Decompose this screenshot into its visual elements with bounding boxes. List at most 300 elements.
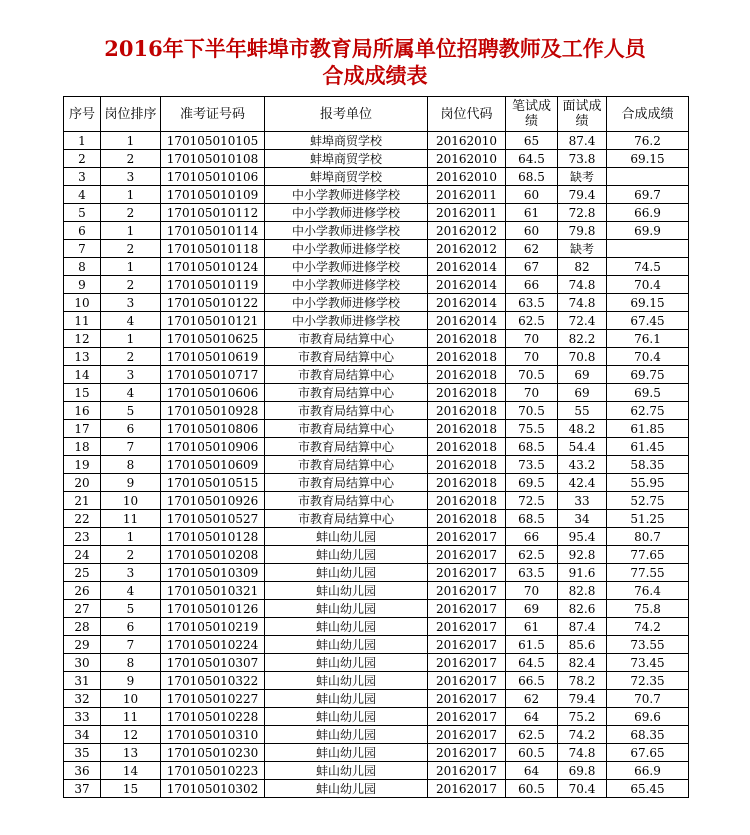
cell-ticket-number: 170105010310 [161,726,265,744]
cell-written-score: 66 [506,528,558,546]
cell-position-code: 20162018 [428,510,506,528]
cell-index: 3 [64,168,101,186]
cell-combined-score: 75.8 [607,600,689,618]
cell-position-code: 20162010 [428,132,506,150]
cell-written-score: 62.5 [506,726,558,744]
table-row [64,438,689,456]
cell-index: 5 [64,204,101,222]
cell-index: 34 [64,726,101,744]
cell-written-score: 63.5 [506,564,558,582]
table-row [64,618,689,636]
table-row [64,186,689,204]
cell-unit: 蚌埠商贸学校 [265,168,428,186]
cell-interview-score: 85.6 [558,636,607,654]
cell-combined-score: 51.25 [607,510,689,528]
cell-ticket-number: 170105010223 [161,762,265,780]
cell-ticket-number: 170105010119 [161,276,265,294]
cell-position-code: 20162017 [428,690,506,708]
cell-combined-score: 69.5 [607,384,689,402]
table-row [64,258,689,276]
cell-combined-score: 77.55 [607,564,689,582]
cell-interview-score: 87.4 [558,618,607,636]
cell-combined-score: 69.7 [607,186,689,204]
table-row [64,672,689,690]
cell-position-rank: 3 [101,168,161,186]
cell-position-rank: 6 [101,420,161,438]
cell-position-code: 20162014 [428,294,506,312]
cell-position-code: 20162014 [428,312,506,330]
cell-written-score: 69 [506,600,558,618]
table-header-row [64,97,689,132]
cell-written-score: 60 [506,222,558,240]
cell-position-code: 20162011 [428,186,506,204]
cell-interview-score: 82.2 [558,330,607,348]
cell-interview-score: 79.8 [558,222,607,240]
col-header-interview-score: 面试成绩 [558,97,607,132]
cell-position-code: 20162011 [428,204,506,222]
table-row [64,600,689,618]
cell-index: 11 [64,312,101,330]
cell-position-rank: 7 [101,636,161,654]
cell-position-code: 20162014 [428,258,506,276]
cell-ticket-number: 170105010122 [161,294,265,312]
col-header-ticket-number: 准考证号码 [161,97,265,132]
cell-index: 8 [64,258,101,276]
cell-written-score: 60.5 [506,780,558,798]
scores-table [63,96,689,798]
col-header-unit: 报考单位 [265,97,428,132]
cell-ticket-number: 170105010606 [161,384,265,402]
cell-index: 29 [64,636,101,654]
cell-written-score: 75.5 [506,420,558,438]
cell-position-rank: 1 [101,528,161,546]
cell-index: 23 [64,528,101,546]
cell-position-code: 20162017 [428,636,506,654]
cell-position-rank: 2 [101,150,161,168]
cell-position-rank: 2 [101,546,161,564]
cell-unit: 蚌山幼儿园 [265,744,428,762]
cell-position-code: 20162018 [428,438,506,456]
cell-position-code: 20162018 [428,456,506,474]
cell-ticket-number: 170105010928 [161,402,265,420]
cell-position-code: 20162018 [428,366,506,384]
cell-combined-score: 68.35 [607,726,689,744]
cell-position-rank: 8 [101,456,161,474]
cell-unit: 市教育局结算中心 [265,366,428,384]
cell-ticket-number: 170105010106 [161,168,265,186]
table-row [64,726,689,744]
cell-ticket-number: 170105010118 [161,240,265,258]
table-row [64,348,689,366]
cell-written-score: 69.5 [506,474,558,492]
cell-combined-score: 74.5 [607,258,689,276]
cell-interview-score: 33 [558,492,607,510]
table-row [64,744,689,762]
cell-unit: 中小学教师进修学校 [265,204,428,222]
cell-ticket-number: 170105010224 [161,636,265,654]
cell-position-rank: 2 [101,204,161,222]
cell-index: 18 [64,438,101,456]
table-row [64,708,689,726]
cell-ticket-number: 170105010609 [161,456,265,474]
cell-index: 24 [64,546,101,564]
cell-written-score: 64.5 [506,654,558,672]
cell-position-code: 20162018 [428,402,506,420]
table-row [64,636,689,654]
cell-position-rank: 15 [101,780,161,798]
cell-position-rank: 1 [101,258,161,276]
cell-position-rank: 1 [101,186,161,204]
cell-unit: 蚌山幼儿园 [265,582,428,600]
cell-ticket-number: 170105010208 [161,546,265,564]
cell-ticket-number: 170105010114 [161,222,265,240]
cell-unit: 市教育局结算中心 [265,384,428,402]
cell-interview-score: 70.4 [558,780,607,798]
cell-combined-score: 69.15 [607,150,689,168]
table-row [64,582,689,600]
cell-index: 35 [64,744,101,762]
cell-index: 15 [64,384,101,402]
cell-index: 6 [64,222,101,240]
cell-ticket-number: 170105010806 [161,420,265,438]
cell-unit: 市教育局结算中心 [265,420,428,438]
cell-written-score: 68.5 [506,510,558,528]
cell-interview-score: 72.4 [558,312,607,330]
cell-position-code: 20162010 [428,168,506,186]
cell-interview-score: 73.8 [558,150,607,168]
cell-written-score: 60.5 [506,744,558,762]
cell-ticket-number: 170105010124 [161,258,265,276]
cell-position-rank: 2 [101,240,161,258]
table-row [64,456,689,474]
cell-unit: 中小学教师进修学校 [265,186,428,204]
cell-interview-score: 69 [558,384,607,402]
cell-written-score: 70.5 [506,402,558,420]
cell-index: 30 [64,654,101,672]
cell-unit: 市教育局结算中心 [265,492,428,510]
cell-position-code: 20162017 [428,762,506,780]
cell-unit: 市教育局结算中心 [265,474,428,492]
cell-index: 37 [64,780,101,798]
cell-ticket-number: 170105010527 [161,510,265,528]
cell-index: 31 [64,672,101,690]
cell-ticket-number: 170105010926 [161,492,265,510]
cell-unit: 蚌山幼儿园 [265,528,428,546]
cell-interview-score: 缺考 [558,240,607,258]
cell-written-score: 70 [506,348,558,366]
cell-position-code: 20162017 [428,546,506,564]
cell-interview-score: 79.4 [558,690,607,708]
cell-interview-score: 74.8 [558,744,607,762]
table-row [64,564,689,582]
cell-interview-score: 75.2 [558,708,607,726]
cell-position-code: 20162018 [428,420,506,438]
cell-index: 33 [64,708,101,726]
cell-index: 25 [64,564,101,582]
cell-ticket-number: 170105010126 [161,600,265,618]
cell-interview-score: 78.2 [558,672,607,690]
cell-combined-score: 77.65 [607,546,689,564]
cell-written-score: 68.5 [506,168,558,186]
col-header-combined-score: 合成成绩 [607,97,689,132]
cell-interview-score: 69.8 [558,762,607,780]
cell-interview-score: 70.8 [558,348,607,366]
cell-combined-score: 66.9 [607,204,689,222]
cell-ticket-number: 170105010219 [161,618,265,636]
cell-position-rank: 14 [101,762,161,780]
cell-position-rank: 1 [101,330,161,348]
cell-position-rank: 10 [101,492,161,510]
cell-unit: 中小学教师进修学校 [265,222,428,240]
cell-interview-score: 95.4 [558,528,607,546]
cell-position-rank: 5 [101,402,161,420]
cell-unit: 中小学教师进修学校 [265,240,428,258]
cell-index: 9 [64,276,101,294]
cell-written-score: 72.5 [506,492,558,510]
cell-position-rank: 4 [101,384,161,402]
cell-position-rank: 2 [101,348,161,366]
table-row [64,420,689,438]
cell-interview-score: 54.4 [558,438,607,456]
table-row [64,330,689,348]
table-row [64,402,689,420]
cell-position-code: 20162018 [428,330,506,348]
cell-position-code: 20162017 [428,744,506,762]
cell-ticket-number: 170105010321 [161,582,265,600]
cell-combined-score: 67.65 [607,744,689,762]
cell-position-code: 20162017 [428,564,506,582]
cell-position-code: 20162017 [428,600,506,618]
cell-combined-score: 70.4 [607,348,689,366]
table-row [64,492,689,510]
cell-combined-score: 66.9 [607,762,689,780]
cell-position-rank: 2 [101,276,161,294]
cell-index: 20 [64,474,101,492]
cell-ticket-number: 170105010227 [161,690,265,708]
cell-combined-score [607,168,689,186]
cell-combined-score: 69.6 [607,708,689,726]
cell-written-score: 64 [506,762,558,780]
cell-unit: 市教育局结算中心 [265,402,428,420]
cell-written-score: 73.5 [506,456,558,474]
cell-ticket-number: 170105010619 [161,348,265,366]
cell-written-score: 62 [506,690,558,708]
cell-position-rank: 5 [101,600,161,618]
cell-position-code: 20162018 [428,348,506,366]
cell-ticket-number: 170105010625 [161,330,265,348]
table-row [64,132,689,150]
cell-position-rank: 6 [101,618,161,636]
cell-written-score: 61.5 [506,636,558,654]
cell-index: 28 [64,618,101,636]
cell-index: 4 [64,186,101,204]
cell-unit: 蚌山幼儿园 [265,672,428,690]
table-row [64,384,689,402]
cell-position-rank: 3 [101,294,161,312]
cell-combined-score: 70.4 [607,276,689,294]
cell-position-code: 20162017 [428,528,506,546]
cell-unit: 市教育局结算中心 [265,330,428,348]
cell-combined-score: 69.15 [607,294,689,312]
cell-position-rank: 9 [101,474,161,492]
cell-interview-score: 82.6 [558,600,607,618]
table-row [64,312,689,330]
cell-interview-score: 缺考 [558,168,607,186]
cell-position-code: 20162010 [428,150,506,168]
cell-ticket-number: 170105010515 [161,474,265,492]
cell-unit: 市教育局结算中心 [265,438,428,456]
cell-unit: 蚌山幼儿园 [265,690,428,708]
cell-written-score: 61 [506,618,558,636]
cell-position-rank: 11 [101,510,161,528]
cell-position-rank: 3 [101,366,161,384]
cell-ticket-number: 170105010302 [161,780,265,798]
col-header-index: 序号 [64,97,101,132]
cell-position-rank: 13 [101,744,161,762]
cell-index: 7 [64,240,101,258]
cell-ticket-number: 170105010109 [161,186,265,204]
table-row [64,240,689,258]
cell-unit: 中小学教师进修学校 [265,312,428,330]
cell-interview-score: 72.8 [558,204,607,222]
cell-position-code: 20162017 [428,654,506,672]
cell-written-score: 61 [506,204,558,222]
cell-unit: 市教育局结算中心 [265,510,428,528]
cell-position-code: 20162018 [428,384,506,402]
cell-unit: 中小学教师进修学校 [265,294,428,312]
cell-combined-score: 67.45 [607,312,689,330]
cell-ticket-number: 170105010108 [161,150,265,168]
page-title: 2016年下半年蚌埠市教育局所属单位招聘教师及工作人员 [104,36,646,61]
cell-index: 13 [64,348,101,366]
table-row [64,654,689,672]
cell-combined-score: 73.45 [607,654,689,672]
cell-position-code: 20162018 [428,492,506,510]
cell-index: 27 [64,600,101,618]
cell-index: 26 [64,582,101,600]
cell-written-score: 64 [506,708,558,726]
cell-written-score: 62 [506,240,558,258]
page-subtitle: 合成成绩表 [322,63,428,88]
cell-position-code: 20162017 [428,618,506,636]
cell-combined-score [607,240,689,258]
table-row [64,546,689,564]
cell-combined-score: 74.2 [607,618,689,636]
table-row [64,510,689,528]
cell-interview-score: 55 [558,402,607,420]
cell-combined-score: 62.75 [607,402,689,420]
cell-ticket-number: 170105010121 [161,312,265,330]
cell-ticket-number: 170105010112 [161,204,265,222]
table-row [64,168,689,186]
cell-index: 19 [64,456,101,474]
cell-ticket-number: 170105010717 [161,366,265,384]
cell-position-code: 20162012 [428,240,506,258]
cell-combined-score: 73.55 [607,636,689,654]
cell-index: 36 [64,762,101,780]
cell-position-code: 20162017 [428,708,506,726]
cell-written-score: 68.5 [506,438,558,456]
cell-index: 10 [64,294,101,312]
cell-combined-score: 55.95 [607,474,689,492]
cell-written-score: 63.5 [506,294,558,312]
table-row [64,294,689,312]
cell-unit: 蚌埠商贸学校 [265,132,428,150]
cell-ticket-number: 170105010228 [161,708,265,726]
cell-interview-score: 82.4 [558,654,607,672]
cell-ticket-number: 170105010906 [161,438,265,456]
cell-combined-score: 70.7 [607,690,689,708]
table-row [64,222,689,240]
cell-position-code: 20162014 [428,276,506,294]
cell-interview-score: 42.4 [558,474,607,492]
cell-position-rank: 1 [101,222,161,240]
table-row [64,204,689,222]
cell-combined-score: 76.1 [607,330,689,348]
cell-position-code: 20162017 [428,780,506,798]
cell-position-rank: 7 [101,438,161,456]
cell-combined-score: 61.45 [607,438,689,456]
cell-position-rank: 4 [101,582,161,600]
cell-index: 17 [64,420,101,438]
cell-ticket-number: 170105010128 [161,528,265,546]
cell-position-rank: 11 [101,708,161,726]
table-row [64,780,689,798]
cell-position-rank: 10 [101,690,161,708]
cell-interview-score: 74.8 [558,294,607,312]
cell-written-score: 62.5 [506,312,558,330]
cell-unit: 市教育局结算中心 [265,348,428,366]
table-row [64,690,689,708]
cell-index: 16 [64,402,101,420]
cell-interview-score: 69 [558,366,607,384]
cell-unit: 蚌山幼儿园 [265,618,428,636]
cell-index: 1 [64,132,101,150]
cell-unit: 中小学教师进修学校 [265,276,428,294]
cell-unit: 蚌山幼儿园 [265,726,428,744]
cell-interview-score: 34 [558,510,607,528]
cell-interview-score: 43.2 [558,456,607,474]
cell-unit: 蚌山幼儿园 [265,600,428,618]
cell-ticket-number: 170105010309 [161,564,265,582]
cell-ticket-number: 170105010307 [161,654,265,672]
cell-combined-score: 61.85 [607,420,689,438]
table-row [64,150,689,168]
cell-written-score: 66.5 [506,672,558,690]
cell-combined-score: 76.4 [607,582,689,600]
cell-position-code: 20162017 [428,672,506,690]
cell-position-rank: 12 [101,726,161,744]
cell-index: 21 [64,492,101,510]
cell-interview-score: 91.6 [558,564,607,582]
cell-interview-score: 82.8 [558,582,607,600]
cell-written-score: 62.5 [506,546,558,564]
cell-interview-score: 74.2 [558,726,607,744]
cell-unit: 市教育局结算中心 [265,456,428,474]
cell-position-code: 20162012 [428,222,506,240]
cell-combined-score: 69.9 [607,222,689,240]
cell-interview-score: 82 [558,258,607,276]
table-row [64,366,689,384]
cell-written-score: 64.5 [506,150,558,168]
cell-index: 32 [64,690,101,708]
table-row [64,528,689,546]
cell-combined-score: 58.35 [607,456,689,474]
table-row [64,762,689,780]
col-header-position-rank: 岗位排序 [101,97,161,132]
cell-position-code: 20162017 [428,582,506,600]
cell-position-rank: 3 [101,564,161,582]
